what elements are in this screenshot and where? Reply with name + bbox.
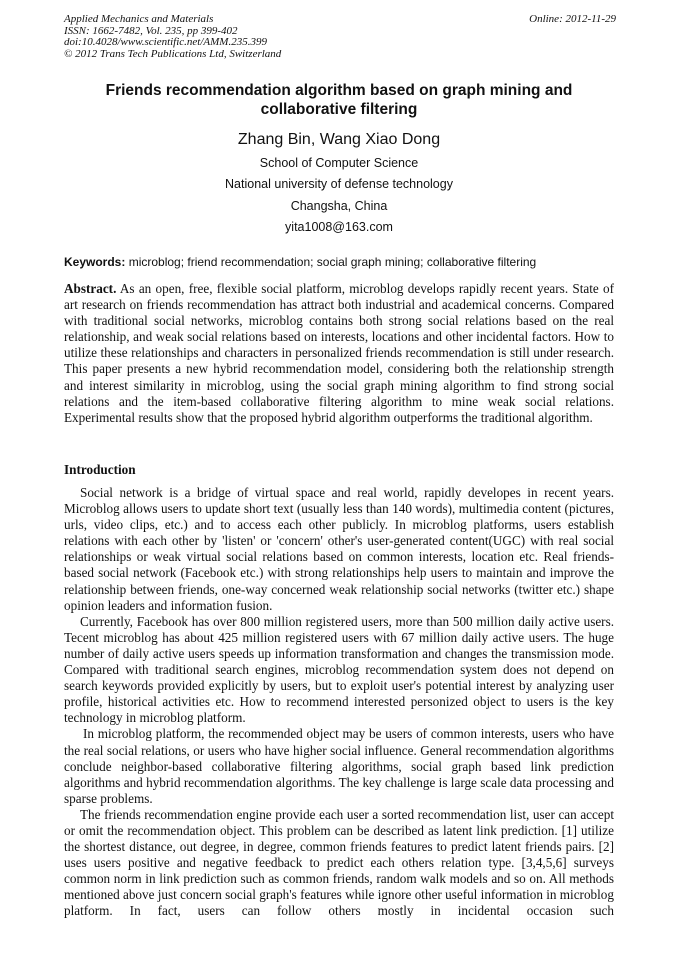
journal-name: Applied Mechanics and Materials [64, 13, 214, 25]
introduction-body [64, 485, 614, 920]
journal-header [64, 14, 616, 60]
keywords-text: microblog; friend recommendation; social graph mining; collaborative filtering [125, 255, 537, 269]
affiliation-university: National university of defense technology [225, 177, 453, 191]
issn: ISSN: 1662-7482, Vol. 235, pp 399-402 [64, 24, 238, 37]
paragraph: Currently, Facebook has over 800 million registered users, more than 500 million daily active users. Tecent microblog has about 425 million registered users with 67 million daily active users. The huge number of daily active users speeds up information transformation and changes the transmission mode. Compared with traditional search engines, microblog recommendation system does not depend on search keywords provided explicitly by users, but to exploit user's potential interest by analyzing user profile, historical activities etc. How to recommend interested personized object to users is the key technology in microblog platform. [64, 613, 614, 726]
abstract-label: Abstract. [64, 281, 117, 296]
copyright: © 2012 Trans Tech Publications Ltd, Switzerland [64, 47, 282, 60]
keywords [64, 255, 616, 269]
affiliation-location: Changsha, China [290, 199, 388, 213]
keywords-label: Keywords: [64, 255, 126, 269]
online-date: Online: 2012-11-29 [529, 13, 616, 25]
doi: doi:10.4028/www.scientific.net/AMM.235.399 [64, 36, 267, 49]
section-heading-introduction: Introduction [64, 462, 136, 477]
paragraph: In microblog platform, the recommended object may be users of common interests, users who have the real social relations, or users who have higher social influence. General recommendation algorithms conclude neighbor-based collaborative filtering algorithms, social graph based link prediction algorithms and hybrid recommendation algorithms. The key challenge is large scale data processing and sparse problems. [64, 726, 614, 806]
affiliation-school: School of Computer Science [259, 156, 419, 170]
paragraph: Social network is a bridge of virtual space and real world, rapidly developes in recent years. Microblog allows users to update short text (usually less than 140 words), multimedia content (pictures, urls, video clips, etc.) and to access each other publicly. In microblog platforms, users establish relations with each other by 'listen' or 'concern' other's user-generated content(UGC) with real social relationships or weak virtual social relations based on common interests, location etc. Real friends-based social network (Facebook etc.) with strong relationships help users to maintain and improve the relationship between friends, one-way concerned weak relationship social networks (twitter etc.) shape opinion leaders and information fusion. [64, 485, 614, 613]
paper-title: Friends recommendation algorithm based on graph mining and collaborative filtering [105, 82, 573, 118]
author-email: yita1008@163.com [285, 220, 393, 234]
authors: Zhang Bin, Wang Xiao Dong [237, 131, 441, 148]
paragraph: The friends recommendation engine provide each user a sorted recommendation list, user can accept or omit the recommendation object. This problem can be described as latent link prediction. [1] utilize the shortest distance, out degree, in degree, common friends features to predict latent friends pairs. [2] uses users positive and negative feedback to predict each others relation type. [3,4,5,6] surveys common norm in link prediction such as common friends, random walk models and so on. All methods mentioned above just concern social graph's features while ignore other useful information in microblog platform. In fact, users can follow others mostly in incidental occasion such [64, 806, 614, 919]
abstract [64, 281, 614, 426]
abstract-text: As an open, free, flexible social platform, microblog develops rapidly recent years. State of art research on friends recommendation has attract both industrial and academical concerns. Compared with traditional social networks, microblog contains both strong social relations based on the real relationship, and weak social relations based on interests, locations and other incidental factors. How to utilize these relationships and characters in personalized friends recommendation is still under research. This paper presents a new hybrid recommendation model, considering both the relationship strength and interest similarity in microblog, using the social graph mining algorithm to find strong social relations and the item-based collaborative filtering algorithm to mine weak social relations. Experimental results show that the proposed hybrid algorithm outperforms the traditional algorithm. [64, 281, 614, 425]
